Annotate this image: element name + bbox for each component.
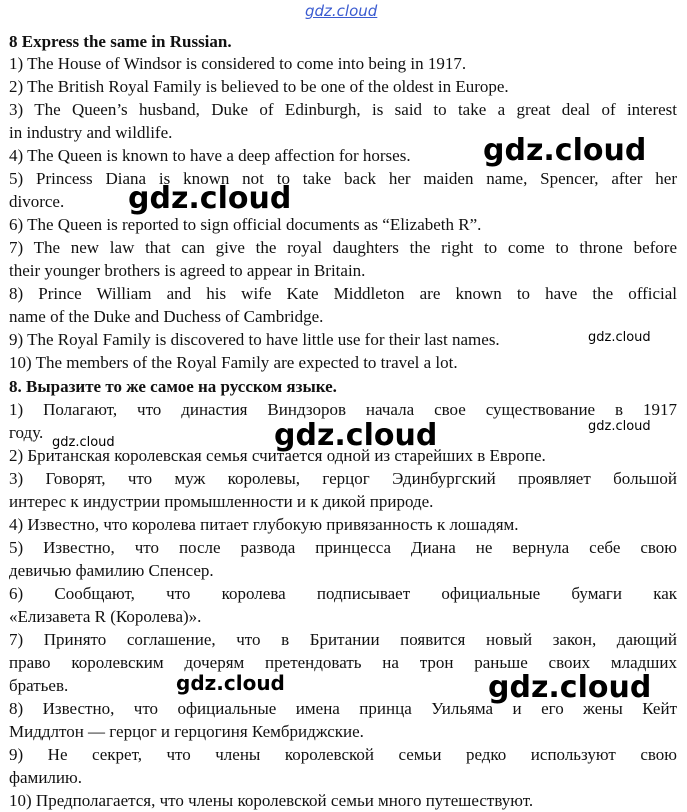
english-line: 3) The Queen’s husband, Duke of Edinburgh, is said to take a great deal of interest	[9, 100, 677, 119]
russian-line: фамилию.	[9, 768, 82, 787]
english-line: 9) The Royal Family is discovered to have little use for their last names.	[9, 330, 500, 349]
english-line: 10) The members of the Royal Family are expected to travel a lot.	[9, 353, 458, 372]
english-line: 6) The Queen is reported to sign official documents as “Elizabeth R”.	[9, 215, 482, 234]
english-line: 8) Prince William and his wife Kate Middleton are known to have the official	[9, 284, 677, 303]
russian-line: 2) Британская королевская семья считается одной из старейших в Европе.	[9, 446, 546, 465]
watermark: gdz.cloud	[588, 419, 651, 434]
watermark-top: gdz.cloud	[305, 2, 378, 20]
watermark: gdz.cloud	[488, 670, 652, 705]
russian-heading: 8. Выразите то же самое на русском языке.	[9, 377, 337, 396]
english-line: 1) The House of Windsor is considered to come into being in 1917.	[9, 54, 467, 73]
russian-line: 5) Известно, что после развода принцесса Диана не вернула себе свою	[9, 538, 677, 557]
english-heading: 8 Express the same in Russian.	[9, 32, 232, 51]
english-line: 4) The Queen is known to have a deep affection for horses.	[9, 146, 411, 165]
russian-line: 3) Говорят, что муж королевы, герцог Эдинбургский проявляет большой	[9, 469, 677, 488]
watermark: gdz.cloud	[52, 435, 115, 450]
english-line: divorce.	[9, 192, 65, 211]
russian-line: интерес к индустрии промышленности и к дикой природе.	[9, 492, 434, 511]
russian-line: 8) Известно, что официальные имена принца Уильяма и его жены Кейт	[9, 699, 677, 718]
russian-line: 9) Не секрет, что члены королевской семьи редко используют свою	[9, 745, 677, 764]
russian-line: 10) Предполагается, что члены королевской семьи много путешествуют.	[9, 791, 534, 810]
russian-line: Миддлтон — герцог и герцогиня Кембриджские.	[9, 722, 364, 741]
watermark: gdz.cloud	[483, 133, 647, 168]
english-line: their younger brothers is agreed to appear in Britain.	[9, 261, 366, 280]
watermark: gdz.cloud	[588, 330, 651, 345]
russian-line: 6) Сообщают, что королева подписывает официальные бумаги как	[9, 584, 677, 603]
english-line: 7) The new law that can give the royal daughters the right to come to throne before	[9, 238, 677, 257]
russian-line: 1) Полагают, что династия Виндзоров начала свое существование в 1917	[9, 400, 677, 419]
english-line: in industry and wildlife.	[9, 123, 173, 142]
russian-line: право королевским дочерям претендовать на трон раньше своих младших	[9, 653, 677, 672]
russian-line: 7) Принято соглашение, что в Британии появится новый закон, дающий	[9, 630, 677, 649]
watermark: gdz.cloud	[176, 671, 285, 695]
russian-line: году.	[9, 423, 44, 442]
russian-line: братьев.	[9, 676, 69, 695]
english-line: name of the Duke and Duchess of Cambridge.	[9, 307, 324, 326]
russian-line: 4) Известно, что королева питает глубокую привязанность к лошадям.	[9, 515, 519, 534]
watermark: gdz.cloud	[128, 181, 292, 216]
russian-line: «Елизавета R (Королева)».	[9, 607, 202, 626]
watermark: gdz.cloud	[274, 418, 438, 453]
english-line: 5) Princess Diana is known not to take back her maiden name, Spencer, after her	[9, 169, 677, 188]
russian-line: девичью фамилию Спенсер.	[9, 561, 214, 580]
english-line: 2) The British Royal Family is believed to be one of the oldest in Europe.	[9, 77, 509, 96]
